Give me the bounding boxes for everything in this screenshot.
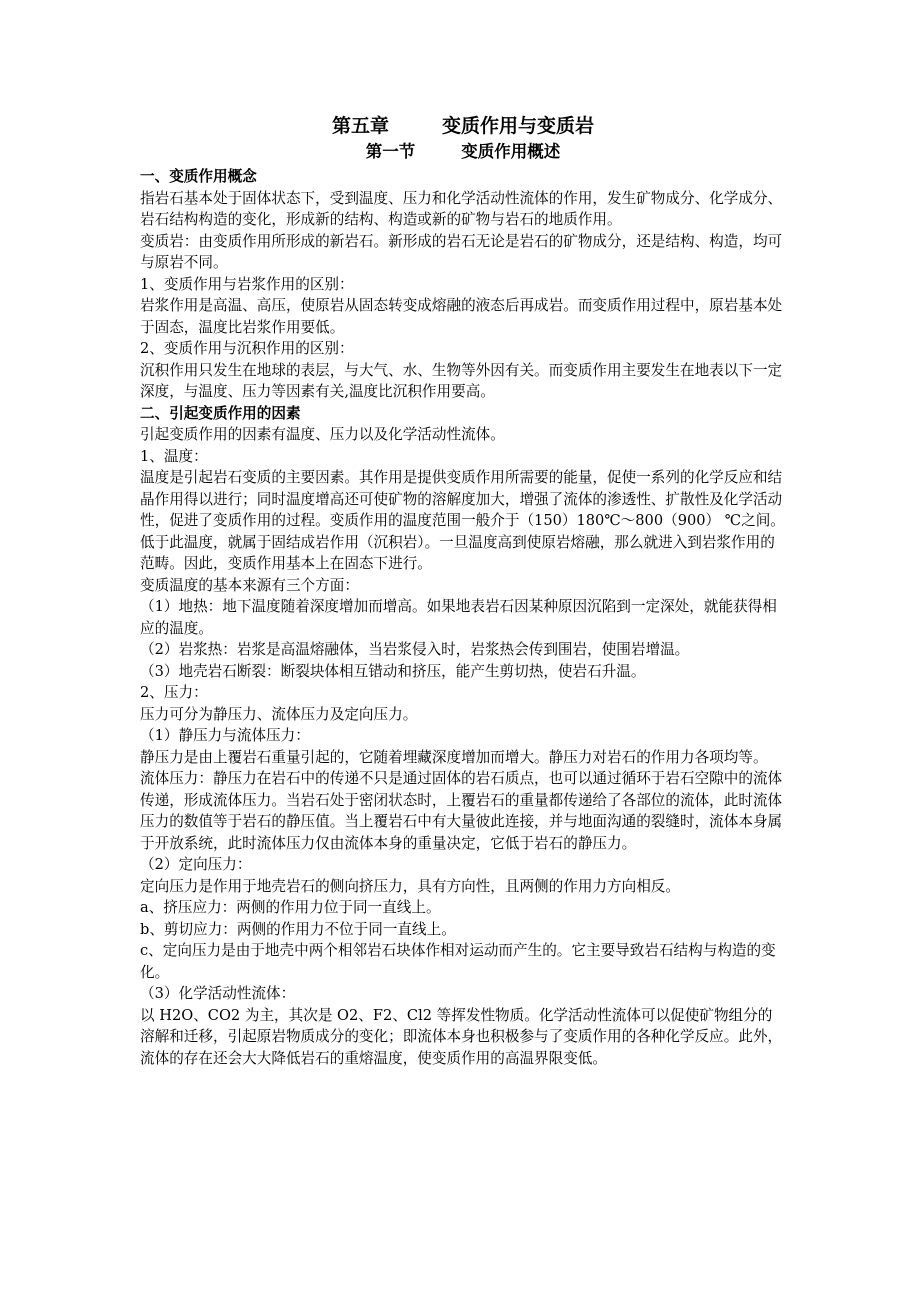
section-title: 第一节 变质作用概述 [365,142,561,161]
paragraph: b、剪切应力：两侧的作用力不位于同一直线上。 [140,920,456,938]
paragraph: 静压力是由上覆岩石重量引起的，它随着埋藏深度增加而增大。静压力对岩石的作用力各项均等。 [140,748,768,766]
paragraph: 温度是引起岩石变质的主要因素。其作用是提供变质作用所需要的能量，促使一系列的化学反应和结晶作用得以进行；同时温度增高还可使矿物的溶解度加大，增强了流体的渗透性、扩散性及化学活动性，促进了变质作用的过程。变质作用的温度范围一般介于（150）180℃～800（900） ℃之间。低于此温度，就属于固结成岩作用（沉积岩）。一旦温度高到使原岩熔融，那么就进入到岩浆作用的范畴。因此，变质作用基本上在固态下进行。 [140,469,785,572]
paragraph: （3）化学活动性流体： [140,985,296,1002]
paragraph: 沉积作用只发生在地球的表层，与大气、水、生物等外因有关。而变质作用主要发生在地表以下一定深度，与温度、压力等因素有关,温度比沉积作用要高。 [140,361,783,400]
section-heading: 二、引起变质作用的因素 [140,404,301,422]
paragraph: 变质温度的基本来源有三个方面： [140,576,359,594]
section-heading: 一、变质作用概念 [140,168,257,185]
paragraph: （3）地壳岩石断裂：断裂块体相互错动和挤压，能产生剪切热，使岩石升温。 [140,662,646,680]
paragraph: 定向压力是作用于地壳岩石的侧向挤压力，具有方向性，且两侧的作用力方向相反。 [140,877,680,895]
chapter-title: 第五章 变质作用与变质岩 [332,115,594,137]
paragraph: 1、变质作用与岩浆作用的区别： [140,275,354,293]
document-body [140,166,786,1069]
paragraph: 指岩石基本处于固体状态下，受到温度、压力和化学活动性流体的作用，发生矿物成分、化学成分、岩石结构构造的变化，形成新的结构、构造或新的矿物与岩石的地质作用。 [140,189,783,228]
paragraph: 岩浆作用是高温、高压，使原岩从固态转变成熔融的液态后再成岩。而变质作用过程中，原岩基本处于固态，温度比岩浆作用要低。 [140,297,783,336]
paragraph: （2）岩浆热：岩浆是高温熔融体，当岩浆侵入时，岩浆热会传到围岩，使围岩增温。 [140,641,690,658]
paragraph: 2、压力： [140,684,208,701]
paragraph: a、挤压应力：两侧的作用力位于同一直线上。 [140,899,441,916]
paragraph: （1）地热：地下温度随着深度增加而增高。如果地表岩石因某种原因沉陷到一定深处，就能获得相应的温度。 [140,598,777,637]
paragraph: 压力可分为静压力、流体压力及定向压力。 [140,705,418,723]
paragraph: 变质岩：由变质作用所形成的新岩石。新形成的岩石无论是岩石的矿物成分，还是结构、构造，均可与原岩不同。 [140,232,783,271]
paragraph: 以 H2O、CO2 为主，其次是 O2、F2、Cl2 等挥发性物质。化学活动性流体可以促使矿物组分的溶解和迁移，引起原岩物质成分的变化；即流体本身也积极参与了变质作用的各种化学反应。此外，流体的存在还会大大降低岩石的重熔温度，使变质作用的高温界限变低。 [140,1006,783,1067]
paragraph: （1）静压力与流体压力： [140,727,310,744]
paragraph: 1、温度： [140,447,208,465]
paragraph: 流体压力：静压力在岩石中的传递不只是通过固体的岩石质点，也可以通过循环于岩石空隙中的流体传递，形成流体压力。当岩石处于密闭状态时，上覆岩石的重量都传递给了各部位的流体，此时流体压力的数值等于岩石的静压值。当上覆岩石中有大量彼此连接，并与地面沟通的裂缝时，流体本身属于开放系统，此时流体压力仅由流体本身的重量决定，它低于岩石的静压力。 [140,770,783,852]
paragraph: 引起变质作用的因素有温度、压力以及化学活动性流体。 [140,426,505,443]
document-page [140,112,786,1069]
paragraph: c、定向压力是由于地壳中两个相邻岩石块体作相对运动而产生的。它主要导致岩石结构与构造的变化。 [140,942,776,981]
paragraph: （2）定向压力： [140,856,252,873]
paragraph: 2、变质作用与沉积作用的区别： [140,340,354,357]
